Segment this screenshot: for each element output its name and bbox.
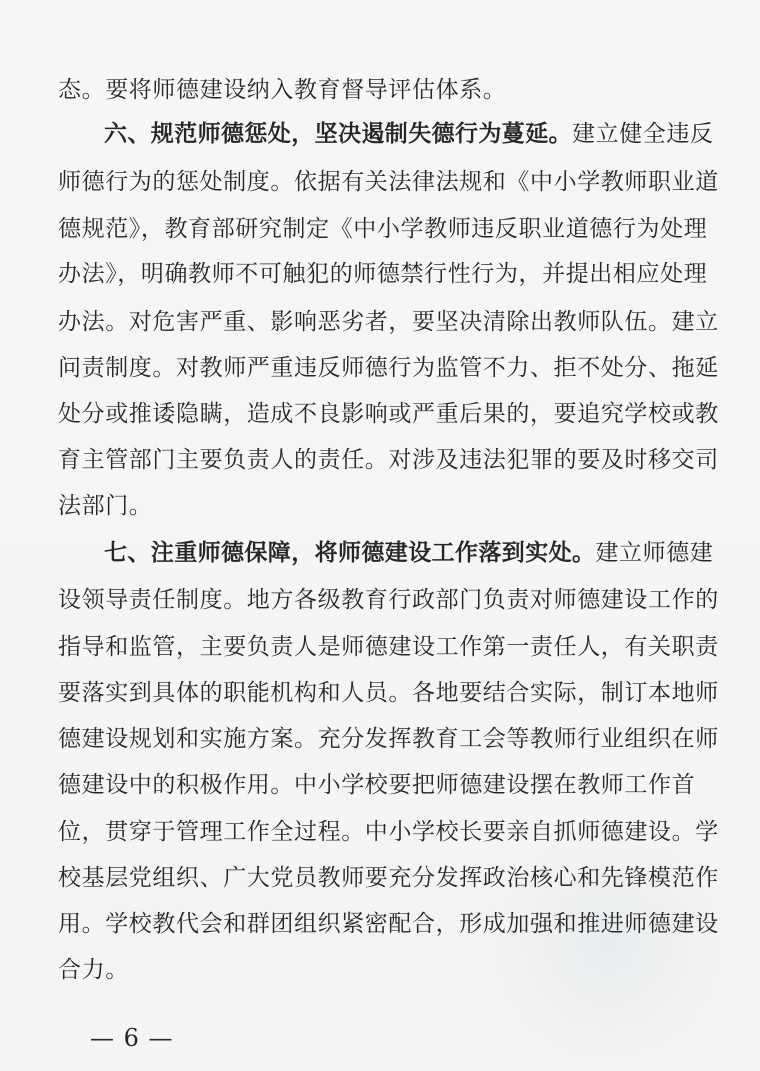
text-line: 德建设规划和实施方案。充分发挥教育工会等教师行业组织在师	[58, 726, 719, 752]
text-line: 校基层党组织、广大党员教师要充分发挥政治核心和先锋模范作	[58, 865, 719, 891]
text-line: 德建设中的积极作用。中小学校要把师德建设摆在教师工作首	[58, 772, 696, 798]
text-line: 育主管部门主要负责人的责任。对涉及违法犯罪的要及时移交司	[58, 447, 719, 473]
text-line: 位，贯穿于管理工作全过程。中小学校长要亲自抓师德建设。学	[58, 819, 719, 845]
text-line: 法部门。	[58, 493, 153, 519]
section-heading: 七、注重师德保障，将师德建设工作落到实处。	[104, 540, 596, 566]
text-line: 德规范》，教育部研究制定《中小学教师违反职业道德行为处理	[58, 216, 708, 242]
text-span: 建立师德建	[595, 540, 714, 566]
text-line: 指导和监管，主要负责人是师德建设工作第一责任人，有关职责	[58, 634, 719, 660]
text-line: 问责制度。对教师严重违反师德行为监管不力、拒不处分、拖延	[58, 355, 719, 381]
section-seven-first-line	[104, 533, 714, 573]
section-six-first-line	[104, 114, 714, 154]
text-line: 办法》，明确教师不可触犯的师德禁行性行为，并提出相应处理	[58, 261, 708, 287]
text-line: 办法。对危害严重、影响恶劣者，要坚决清除出教师队伍。建立	[58, 309, 719, 335]
section-heading: 六、规范师德惩处，坚决遏制失德行为蔓延。	[104, 121, 572, 147]
text-span: 建立健全违反	[572, 121, 714, 147]
text-line: 要落实到具体的职能机构和人员。各地要结合实际，制订本地师	[58, 680, 719, 706]
text-line: 用。学校教代会和群团组织紧密配合，形成加强和推进师德建设	[58, 911, 719, 937]
text-line: 处分或推诿隐瞒，造成不良影响或严重后果的，要追究学校或教	[58, 401, 719, 427]
text-line: 合力。	[58, 957, 129, 983]
text-line: 师德行为的惩处制度。依据有关法律法规和《中小学教师职业道	[58, 169, 719, 195]
text-line: 态。要将师德建设纳入教育督导评估体系。	[58, 77, 507, 103]
page-number: — 6 —	[90, 1024, 174, 1052]
text-line: 设领导责任制度。地方各级教育行政部门负责对师德建设工作的	[58, 587, 719, 613]
